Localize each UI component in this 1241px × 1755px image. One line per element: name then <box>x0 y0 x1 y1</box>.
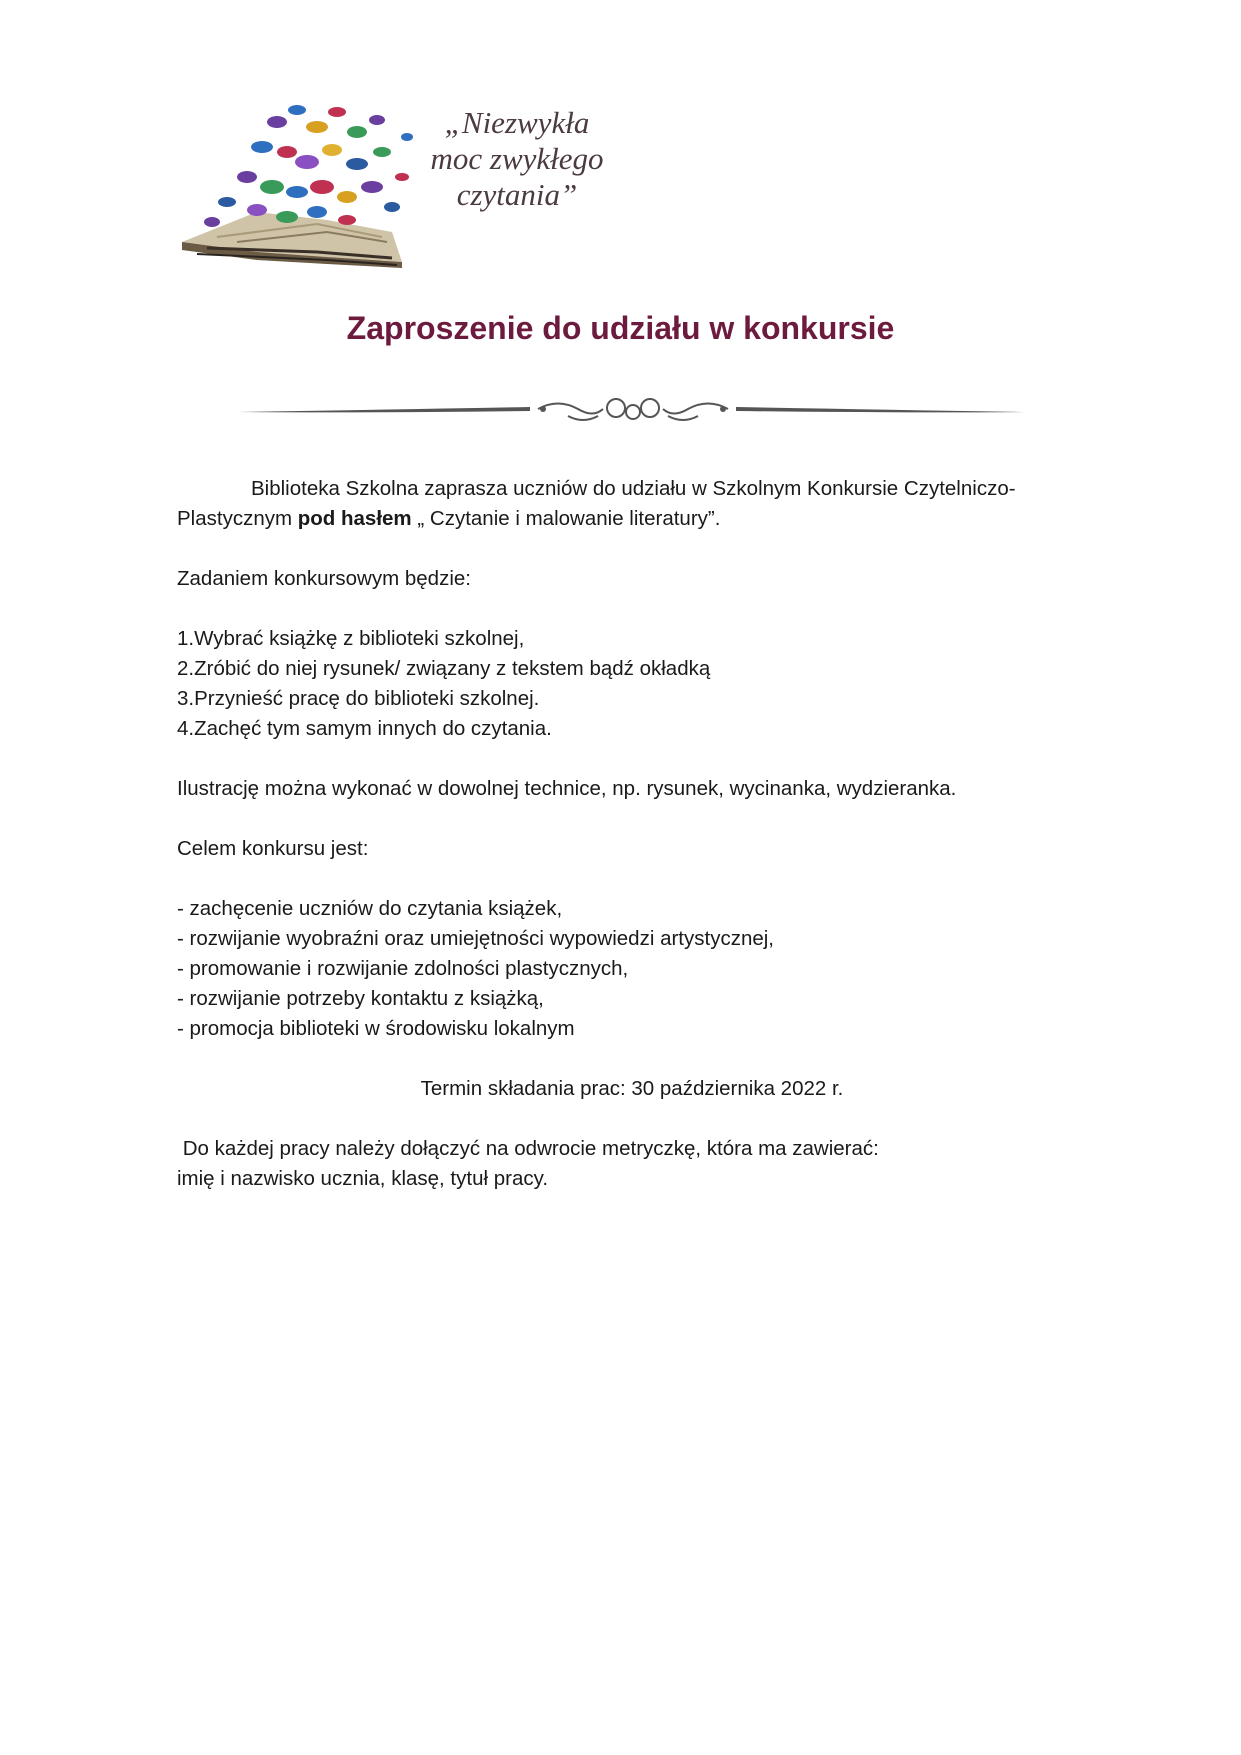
ornamental-divider <box>238 390 1028 430</box>
logo-slogan <box>422 105 612 213</box>
logo-slogan-line: moc zwykłego <box>430 141 604 176</box>
goal-item: - rozwijanie potrzeby kontaktu z książką, <box>177 987 544 1010</box>
logo-slogan-line: „Niezwykła <box>444 105 590 140</box>
goal-item: - rozwijanie wyobraźni oraz umiejętności wypowiedzi artystycznej, <box>177 927 775 950</box>
goal-item: - promowanie i rozwijanie zdolności plastycznych, <box>177 957 629 980</box>
task-heading: Zadaniem konkursowym będzie: <box>177 567 471 590</box>
note-line: Do każdej pracy należy dołączyć na odwrocie metryczkę, która ma zawierać: <box>177 1137 879 1160</box>
task-item: 4.Zachęć tym samym innych do czytania. <box>177 717 552 740</box>
document-body <box>177 474 1097 1194</box>
intro-bold-text: pod hasłem <box>297 507 412 530</box>
goal-heading: Celem konkursu jest: <box>177 837 369 860</box>
task-item: 3.Przynieść pracę do biblioteki szkolnej. <box>177 687 540 710</box>
task-item: 2.Zróbić do niej rysunek/ związany z tekstem bądź okładką <box>177 657 711 680</box>
goal-item: - promocja biblioteki w środowisku lokalnym <box>177 1017 575 1040</box>
butterflies-icon <box>204 105 413 227</box>
note-line: imię i nazwisko ucznia, klasę, tytuł pracy. <box>177 1167 549 1190</box>
task-item: 1.Wybrać książkę z biblioteki szkolnej, <box>177 627 525 650</box>
intro-paragraph <box>177 474 1097 534</box>
logo-slogan-line: czytania” <box>456 177 578 212</box>
page-title: Zaproszenie do udziału w konkursie <box>346 310 895 346</box>
technique-paragraph: Ilustrację można wykonać w dowolnej technice, np. rysunek, wycinanka, wydzieranka. <box>177 777 957 800</box>
deadline-line: Termin składania prac: 30 października 2022 r. <box>420 1077 844 1100</box>
intro-text: Biblioteka Szkolna zaprasza uczniów do udziału w Szkolnym Konkursie Czytelniczo-Plastycznym <box>177 477 1016 530</box>
intro-slogan-text: „ Czytanie i malowanie literatury”. <box>411 507 721 530</box>
goal-item: - zachęcenie uczniów do czytania książek, <box>177 897 563 920</box>
